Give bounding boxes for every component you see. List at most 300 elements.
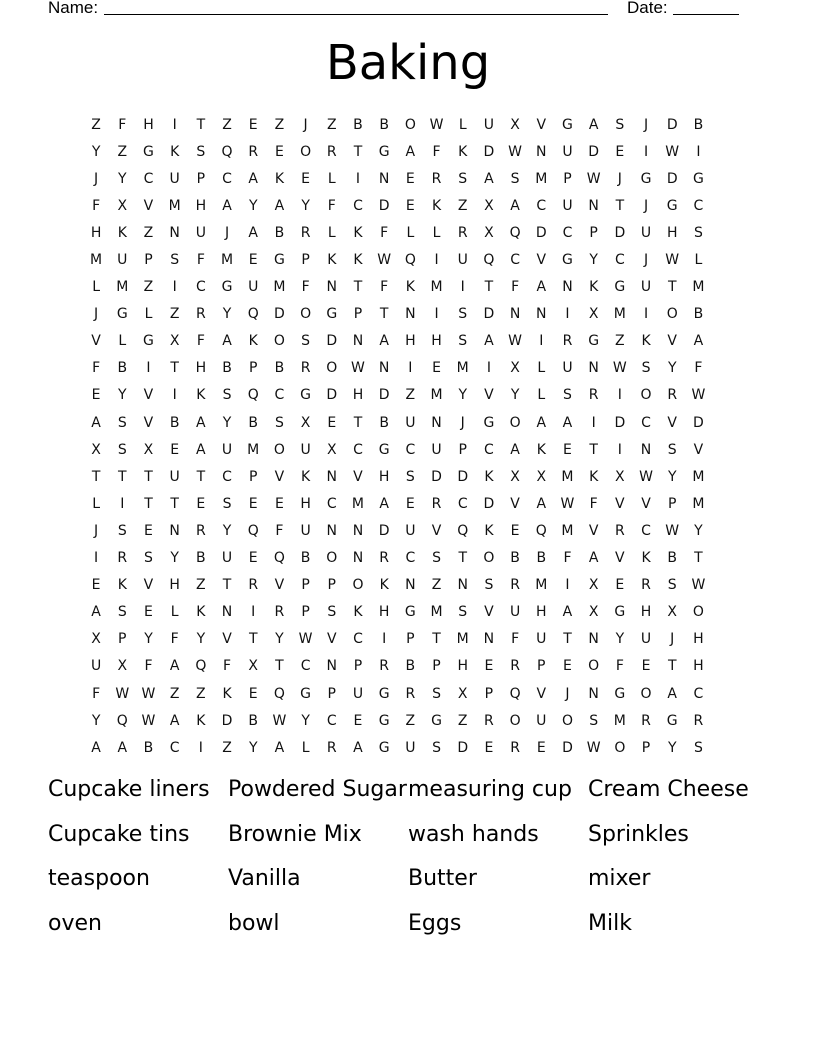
grid-cell[interactable]: P	[589, 224, 598, 241]
grid-cell[interactable]: X	[326, 441, 337, 458]
grid-cell[interactable]: F	[327, 197, 336, 214]
grid-cell[interactable]: R	[300, 360, 311, 377]
grid-cell[interactable]: U	[457, 252, 468, 269]
grid-cell[interactable]: O	[509, 712, 521, 729]
grid-cell[interactable]: W	[272, 712, 287, 729]
grid-cell[interactable]: Y	[196, 631, 206, 648]
grid-cell[interactable]: W	[665, 522, 680, 539]
grid-cell[interactable]: M	[692, 495, 705, 512]
grid-cell[interactable]: I	[565, 577, 570, 594]
grid-cell[interactable]: K	[117, 577, 127, 594]
grid-cell[interactable]: B	[274, 224, 285, 241]
grid-cell[interactable]: I	[486, 360, 491, 377]
grid-cell[interactable]: I	[643, 306, 649, 323]
grid-cell[interactable]: L	[170, 604, 179, 621]
grid-cell[interactable]: L	[537, 387, 546, 404]
grid-cell[interactable]: L	[432, 224, 441, 241]
grid-cell[interactable]: T	[353, 279, 363, 296]
grid-cell[interactable]: V	[274, 577, 285, 594]
grid-cell[interactable]: M	[273, 279, 286, 296]
grid-cell[interactable]: Y	[118, 170, 127, 187]
grid-cell[interactable]: E	[248, 252, 258, 269]
grid-cell[interactable]: O	[509, 414, 521, 431]
grid-cell[interactable]: D	[535, 224, 547, 241]
grid-cell[interactable]: Y	[694, 522, 703, 539]
grid-cell[interactable]: F	[563, 550, 572, 567]
grid-cell[interactable]: E	[91, 387, 101, 404]
grid-cell[interactable]: C	[693, 685, 704, 702]
grid-cell[interactable]: V	[536, 116, 547, 133]
grid-cell[interactable]: T	[694, 550, 703, 567]
grid-cell[interactable]: T	[91, 468, 101, 485]
grid-cell[interactable]: V	[143, 577, 154, 594]
grid-cell[interactable]: E	[484, 739, 494, 756]
grid-cell[interactable]: H	[666, 224, 678, 241]
grid-cell[interactable]: G	[562, 116, 573, 133]
grid-cell[interactable]: Z	[117, 143, 128, 160]
grid-cell[interactable]: T	[196, 468, 206, 485]
grid-cell[interactable]: X	[117, 197, 128, 214]
grid-cell[interactable]: I	[643, 143, 649, 160]
grid-cell[interactable]: E	[170, 441, 180, 458]
grid-cell[interactable]: Z	[91, 116, 101, 133]
grid-cell[interactable]: M	[430, 279, 443, 296]
grid-cell[interactable]: G	[143, 333, 154, 350]
grid-cell[interactable]: U	[640, 631, 652, 648]
grid-cell[interactable]: S	[301, 333, 311, 350]
grid-cell[interactable]: D	[614, 224, 626, 241]
grid-cell[interactable]: Q	[247, 522, 259, 539]
grid-cell[interactable]: T	[458, 550, 467, 567]
grid-cell[interactable]: F	[380, 279, 389, 296]
grid-cell[interactable]: W	[377, 252, 392, 269]
grid-cell[interactable]: K	[641, 333, 651, 350]
grid-cell[interactable]: R	[195, 306, 206, 323]
grid-cell[interactable]: S	[458, 604, 468, 621]
grid-cell[interactable]: G	[273, 252, 285, 269]
grid-cell[interactable]: G	[300, 685, 312, 702]
grid-cell[interactable]: L	[301, 739, 310, 756]
grid-cell[interactable]: U	[195, 224, 206, 241]
grid-cell[interactable]: Q	[404, 252, 416, 269]
grid-cell[interactable]: T	[144, 468, 153, 485]
grid-cell[interactable]: H	[378, 604, 390, 621]
grid-cell[interactable]: O	[588, 658, 600, 675]
grid-cell[interactable]: Z	[274, 116, 285, 133]
grid-cell[interactable]: E	[248, 116, 258, 133]
grid-cell[interactable]: X	[457, 685, 468, 702]
grid-cell[interactable]: X	[117, 658, 128, 675]
grid-cell[interactable]: P	[327, 685, 336, 702]
grid-cell[interactable]: H	[143, 116, 154, 133]
grid-cell[interactable]: F	[144, 658, 153, 675]
grid-cell[interactable]: W	[141, 685, 156, 702]
grid-cell[interactable]: P	[196, 170, 206, 187]
grid-cell[interactable]: M	[535, 170, 548, 187]
grid-cell[interactable]: Y	[91, 712, 101, 729]
grid-cell[interactable]: Y	[248, 197, 258, 214]
grid-cell[interactable]: E	[274, 495, 284, 512]
grid-cell[interactable]: A	[562, 604, 573, 621]
grid-cell[interactable]: S	[405, 468, 415, 485]
grid-cell[interactable]: R	[300, 224, 311, 241]
grid-cell[interactable]: K	[431, 197, 442, 214]
grid-cell[interactable]: D	[378, 387, 390, 404]
grid-cell[interactable]: A	[588, 550, 599, 567]
grid-cell[interactable]: I	[617, 441, 622, 458]
grid-cell[interactable]: L	[694, 252, 703, 269]
grid-cell[interactable]: U	[640, 224, 652, 241]
grid-cell[interactable]: T	[144, 495, 153, 512]
grid-cell[interactable]: G	[378, 441, 390, 458]
grid-cell[interactable]: J	[460, 414, 465, 431]
grid-cell[interactable]: U	[300, 522, 311, 539]
grid-cell[interactable]: B	[196, 550, 206, 567]
grid-cell[interactable]: R	[693, 712, 704, 729]
grid-cell[interactable]: N	[326, 468, 338, 485]
grid-cell[interactable]: T	[667, 658, 677, 675]
grid-cell[interactable]: A	[222, 197, 232, 214]
grid-cell[interactable]: O	[300, 143, 312, 160]
grid-cell[interactable]: H	[352, 387, 364, 404]
grid-cell[interactable]: H	[431, 333, 442, 350]
grid-cell[interactable]: Y	[510, 387, 520, 404]
grid-cell[interactable]: K	[196, 712, 206, 729]
grid-cell[interactable]: D	[693, 414, 704, 431]
grid-cell[interactable]: I	[120, 495, 125, 512]
grid-cell[interactable]: K	[353, 224, 363, 241]
grid-cell[interactable]: B	[693, 306, 704, 323]
grid-cell[interactable]: C	[353, 631, 363, 648]
grid-cell[interactable]: V	[274, 468, 285, 485]
grid-cell[interactable]: O	[273, 333, 285, 350]
grid-cell[interactable]: N	[588, 197, 599, 214]
grid-cell[interactable]: S	[458, 333, 468, 350]
grid-cell[interactable]: N	[588, 631, 599, 648]
grid-cell[interactable]: S	[432, 685, 441, 702]
grid-cell[interactable]: A	[379, 333, 389, 350]
grid-cell[interactable]: Q	[273, 550, 285, 567]
grid-cell[interactable]: B	[379, 116, 389, 133]
grid-cell[interactable]: S	[667, 577, 677, 594]
grid-cell[interactable]: H	[195, 197, 207, 214]
grid-cell[interactable]: F	[92, 685, 101, 702]
grid-cell[interactable]: C	[457, 495, 468, 512]
grid-cell[interactable]: U	[117, 252, 128, 269]
grid-cell[interactable]: L	[327, 170, 336, 187]
grid-cell[interactable]: C	[641, 414, 651, 431]
grid-cell[interactable]: P	[118, 631, 127, 648]
grid-cell[interactable]: K	[353, 252, 363, 269]
grid-cell[interactable]: V	[510, 495, 520, 512]
grid-cell[interactable]: Z	[222, 739, 232, 756]
grid-cell[interactable]: A	[274, 197, 285, 214]
grid-cell[interactable]: N	[405, 577, 416, 594]
grid-cell[interactable]: U	[300, 441, 311, 458]
grid-cell[interactable]: N	[483, 631, 495, 648]
grid-cell[interactable]: Y	[222, 522, 232, 539]
grid-cell[interactable]: O	[326, 360, 338, 377]
grid-cell[interactable]: J	[94, 170, 99, 187]
grid-cell[interactable]: X	[248, 658, 259, 675]
grid-cell[interactable]: O	[640, 685, 652, 702]
grid-cell[interactable]: F	[196, 252, 205, 269]
grid-cell[interactable]: U	[90, 658, 102, 675]
grid-cell[interactable]: F	[589, 495, 598, 512]
grid-cell[interactable]: T	[589, 441, 598, 458]
grid-cell[interactable]: B	[248, 712, 259, 729]
grid-cell[interactable]: X	[91, 441, 101, 458]
grid-cell[interactable]: E	[563, 658, 572, 675]
grid-cell[interactable]: A	[91, 414, 101, 431]
grid-cell[interactable]: S	[563, 387, 572, 404]
grid-cell[interactable]: Q	[247, 306, 259, 323]
grid-cell[interactable]: S	[693, 739, 703, 756]
date-blank-line[interactable]	[673, 14, 739, 15]
grid-cell[interactable]: S	[641, 360, 651, 377]
grid-cell[interactable]: V	[143, 414, 154, 431]
grid-cell[interactable]: R	[667, 387, 678, 404]
grid-cell[interactable]: A	[169, 658, 180, 675]
grid-cell[interactable]: Q	[509, 685, 521, 702]
grid-cell[interactable]: A	[117, 739, 128, 756]
grid-cell[interactable]: Z	[196, 577, 206, 594]
grid-cell[interactable]: G	[562, 252, 573, 269]
grid-cell[interactable]: S	[117, 522, 127, 539]
grid-cell[interactable]: X	[667, 604, 678, 621]
grid-cell[interactable]: M	[90, 252, 103, 269]
grid-cell[interactable]: A	[536, 279, 547, 296]
grid-cell[interactable]: B	[667, 550, 678, 567]
grid-cell[interactable]: K	[379, 577, 389, 594]
grid-cell[interactable]: P	[432, 658, 441, 675]
grid-cell[interactable]: S	[458, 306, 468, 323]
grid-cell[interactable]: E	[274, 143, 284, 160]
grid-cell[interactable]: T	[118, 468, 127, 485]
grid-cell[interactable]: B	[693, 116, 704, 133]
grid-cell[interactable]: Z	[615, 333, 625, 350]
grid-cell[interactable]: C	[353, 197, 363, 214]
grid-cell[interactable]: C	[169, 739, 180, 756]
grid-cell[interactable]: Q	[116, 712, 128, 729]
grid-cell[interactable]: J	[670, 631, 675, 648]
grid-cell[interactable]: F	[380, 224, 389, 241]
grid-cell[interactable]: D	[326, 333, 338, 350]
grid-cell[interactable]: G	[378, 143, 390, 160]
grid-cell[interactable]: Q	[457, 522, 469, 539]
grid-cell[interactable]: I	[408, 360, 413, 377]
grid-cell[interactable]: K	[222, 685, 232, 702]
grid-cell[interactable]: N	[509, 306, 521, 323]
grid-cell[interactable]: V	[667, 333, 677, 350]
grid-cell[interactable]: A	[379, 495, 389, 512]
grid-cell[interactable]: S	[510, 170, 520, 187]
grid-cell[interactable]: N	[352, 550, 364, 567]
grid-cell[interactable]: A	[484, 333, 494, 350]
grid-cell[interactable]: W	[691, 387, 706, 404]
grid-cell[interactable]: F	[196, 333, 205, 350]
grid-cell[interactable]: A	[248, 224, 258, 241]
grid-cell[interactable]: E	[248, 550, 258, 567]
grid-cell[interactable]: T	[275, 658, 284, 675]
grid-cell[interactable]: U	[483, 116, 495, 133]
grid-cell[interactable]: N	[640, 441, 652, 458]
grid-cell[interactable]: C	[405, 441, 416, 458]
grid-cell[interactable]: U	[169, 170, 180, 187]
grid-cell[interactable]: Y	[248, 739, 258, 756]
grid-cell[interactable]: K	[117, 224, 127, 241]
grid-cell[interactable]: C	[562, 224, 573, 241]
grid-cell[interactable]: N	[562, 279, 573, 296]
grid-cell[interactable]: C	[300, 658, 311, 675]
grid-cell[interactable]: H	[693, 631, 704, 648]
grid-cell[interactable]: F	[275, 522, 284, 539]
grid-cell[interactable]: T	[667, 279, 677, 296]
grid-cell[interactable]: C	[405, 550, 416, 567]
grid-cell[interactable]: A	[353, 739, 363, 756]
grid-cell[interactable]: H	[693, 658, 704, 675]
grid-cell[interactable]: X	[588, 306, 599, 323]
grid-cell[interactable]: G	[326, 306, 338, 323]
grid-cell[interactable]: C	[143, 170, 154, 187]
grid-cell[interactable]: R	[562, 333, 573, 350]
grid-cell[interactable]: N	[378, 360, 390, 377]
grid-cell[interactable]: O	[352, 577, 364, 594]
grid-cell[interactable]: S	[432, 739, 441, 756]
grid-cell[interactable]: G	[378, 739, 390, 756]
grid-cell[interactable]: Q	[221, 143, 233, 160]
grid-cell[interactable]: B	[300, 550, 311, 567]
grid-cell[interactable]: B	[222, 360, 232, 377]
grid-cell[interactable]: P	[563, 170, 572, 187]
grid-cell[interactable]: M	[168, 197, 181, 214]
grid-cell[interactable]: I	[146, 360, 151, 377]
grid-cell[interactable]: H	[378, 468, 390, 485]
grid-cell[interactable]: U	[405, 414, 416, 431]
grid-cell[interactable]: V	[484, 604, 494, 621]
grid-cell[interactable]: B	[274, 360, 285, 377]
grid-cell[interactable]: K	[353, 604, 363, 621]
grid-cell[interactable]: E	[615, 577, 625, 594]
grid-cell[interactable]: O	[404, 116, 416, 133]
grid-cell[interactable]: I	[355, 170, 361, 187]
grid-cell[interactable]: Q	[509, 224, 521, 241]
grid-cell[interactable]: R	[379, 550, 390, 567]
grid-cell[interactable]: R	[117, 550, 128, 567]
grid-cell[interactable]: B	[248, 414, 259, 431]
grid-cell[interactable]: V	[641, 495, 651, 512]
grid-cell[interactable]: C	[222, 468, 232, 485]
grid-cell[interactable]: H	[195, 360, 207, 377]
grid-cell[interactable]: Y	[589, 252, 598, 269]
grid-cell[interactable]: U	[562, 360, 573, 377]
grid-cell[interactable]: I	[539, 333, 544, 350]
grid-cell[interactable]: T	[563, 631, 572, 648]
grid-cell[interactable]: V	[91, 333, 101, 350]
grid-cell[interactable]: J	[94, 306, 99, 323]
grid-cell[interactable]: W	[665, 252, 680, 269]
grid-cell[interactable]: P	[248, 360, 258, 377]
grid-cell[interactable]: C	[510, 252, 520, 269]
grid-cell[interactable]: F	[511, 631, 520, 648]
grid-cell[interactable]: K	[170, 143, 180, 160]
grid-cell[interactable]: W	[508, 333, 523, 350]
grid-cell[interactable]: L	[537, 360, 546, 377]
grid-cell[interactable]: K	[196, 387, 206, 404]
grid-cell[interactable]: S	[589, 712, 599, 729]
grid-cell[interactable]: S	[432, 550, 441, 567]
grid-cell[interactable]: X	[169, 333, 180, 350]
grid-cell[interactable]: B	[536, 550, 547, 567]
grid-cell[interactable]: Y	[301, 712, 310, 729]
grid-cell[interactable]: Y	[91, 143, 101, 160]
grid-cell[interactable]: B	[143, 739, 154, 756]
grid-cell[interactable]: K	[536, 441, 546, 458]
grid-cell[interactable]: S	[222, 495, 232, 512]
grid-cell[interactable]: F	[92, 197, 101, 214]
grid-cell[interactable]: A	[536, 495, 547, 512]
grid-cell[interactable]: A	[667, 685, 677, 702]
grid-cell[interactable]: U	[405, 522, 416, 539]
grid-cell[interactable]: U	[169, 468, 180, 485]
grid-cell[interactable]: X	[510, 468, 520, 485]
grid-cell[interactable]: V	[615, 495, 625, 512]
grid-cell[interactable]: F	[118, 116, 127, 133]
grid-cell[interactable]: M	[116, 279, 129, 296]
grid-cell[interactable]: D	[483, 306, 495, 323]
grid-cell[interactable]: R	[379, 658, 390, 675]
grid-cell[interactable]: E	[248, 685, 258, 702]
grid-cell[interactable]: R	[326, 143, 337, 160]
grid-cell[interactable]: T	[170, 360, 179, 377]
grid-cell[interactable]: E	[301, 170, 311, 187]
grid-cell[interactable]: B	[405, 658, 416, 675]
grid-cell[interactable]: W	[298, 631, 313, 648]
grid-cell[interactable]: N	[352, 333, 364, 350]
grid-cell[interactable]: Z	[143, 224, 154, 241]
grid-cell[interactable]: M	[430, 604, 443, 621]
grid-cell[interactable]: U	[562, 197, 573, 214]
grid-cell[interactable]: U	[536, 712, 547, 729]
grid-cell[interactable]: F	[223, 658, 232, 675]
grid-cell[interactable]: Z	[222, 116, 232, 133]
grid-cell[interactable]: R	[195, 522, 206, 539]
grid-cell[interactable]: A	[222, 333, 232, 350]
grid-cell[interactable]: N	[588, 360, 599, 377]
grid-cell[interactable]: C	[614, 252, 625, 269]
grid-cell[interactable]: A	[274, 739, 285, 756]
grid-cell[interactable]: A	[196, 414, 206, 431]
grid-cell[interactable]: Y	[615, 631, 625, 648]
grid-cell[interactable]: X	[510, 116, 520, 133]
grid-cell[interactable]: A	[91, 604, 101, 621]
grid-cell[interactable]: D	[483, 495, 495, 512]
grid-cell[interactable]: B	[169, 414, 180, 431]
grid-cell[interactable]: S	[117, 441, 127, 458]
grid-cell[interactable]: O	[692, 604, 704, 621]
grid-cell[interactable]: E	[405, 495, 415, 512]
grid-cell[interactable]: R	[484, 712, 494, 729]
grid-cell[interactable]: Z	[169, 306, 180, 323]
grid-cell[interactable]: Z	[431, 577, 442, 594]
grid-cell[interactable]: R	[641, 577, 651, 594]
grid-cell[interactable]: N	[352, 522, 364, 539]
grid-cell[interactable]: T	[432, 631, 441, 648]
grid-cell[interactable]: D	[666, 170, 678, 187]
grid-cell[interactable]: W	[639, 468, 653, 485]
grid-cell[interactable]: E	[405, 170, 415, 187]
grid-cell[interactable]: X	[484, 197, 494, 214]
